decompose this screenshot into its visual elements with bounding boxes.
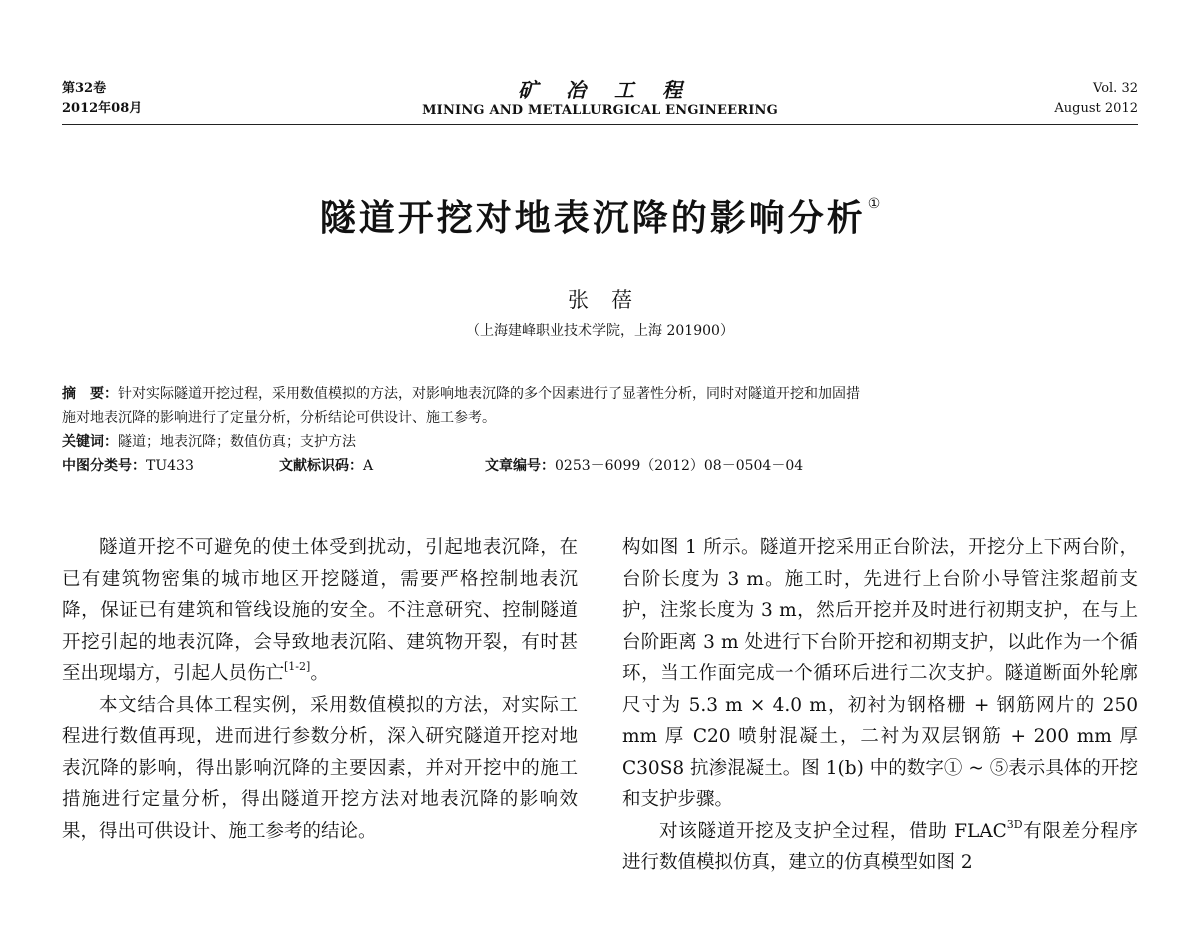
article-title-text: 隧道开挖对地表沉降的影响分析: [319, 198, 866, 239]
clc-label: 中图分类号：: [62, 458, 146, 474]
keywords: [62, 430, 1138, 454]
volume-cn: 第32卷: [62, 81, 107, 96]
simulation-paragraph-b: 有限差分程序进行数值模拟仿真，建立的仿真模型如图 2: [622, 820, 1138, 873]
right-column: [622, 532, 1138, 879]
citation-1-2: [1-2]: [284, 660, 311, 673]
left-column: [62, 532, 578, 847]
journal-title-en: MINING AND METALLURGICAL ENGINEERING: [422, 103, 778, 118]
flac-3d-superscript: 3D: [1006, 817, 1023, 831]
author-name: 张蓓: [568, 288, 654, 312]
intro-paragraph-1-end: 。: [310, 663, 329, 684]
journal-title-cn: 矿冶工程: [518, 78, 710, 102]
article-no-label: 文章编号：: [485, 458, 555, 474]
volume-en: Vol. 32: [1093, 81, 1138, 96]
intro-paragraph-1-text: 隧道开挖不可避免的使土体受到扰动，引起地表沉降，在已有建筑物密集的城市地区开挖隧道，需要严格控制地表沉降，保证已有建筑和管线设施的安全。不注意研究、控制隧道开挖引起的地表沉降，会导致地表沉陷、建筑物开裂，有时甚至出现塌方，引起人员伤亡: [62, 537, 578, 684]
simulation-paragraph-a: 对该隧道开挖及支护全过程，借助 FLAC: [659, 820, 1007, 842]
simulation-paragraph: [622, 816, 1138, 879]
article-title: [62, 190, 1138, 241]
keywords-text: 隧道；地表沉降；数值仿真；支护方法: [118, 434, 356, 450]
doc-code-value: A: [363, 458, 374, 474]
intro-paragraph-2: 本文结合具体工程实例，采用数值模拟的方法，对实际工程进行数值再现，进而进行参数分析，深入研究隧道开挖对地表沉降的影响，得出影响沉降的主要因素，并对开挖中的施工措施进行定量分析，得出隧道开挖方法对地表沉降的影响效果，得出可供设计、施工参考的结论。: [62, 694, 578, 842]
date-cn: 2012年08月: [62, 101, 143, 116]
title-footnote-mark: ①: [867, 196, 881, 212]
author-affiliation: （上海建峰职业技术学院，上海 201900）: [466, 323, 734, 339]
date-en: August 2012: [1054, 101, 1138, 116]
keywords-label: 关键词：: [62, 434, 118, 450]
clc-value: TU433: [146, 458, 194, 474]
header-rule: [62, 124, 1138, 125]
abstract-label: 摘 要：: [62, 386, 118, 402]
method-paragraph: 构如图 1 所示。隧道开挖采用正台阶法，开挖分上下两台阶，台阶长度为 3 m。施工时，先进行上台阶小导管注浆超前支护，注浆长度为 3 m，然后开挖并及时进行初期支护，在与上台阶距离 3 m 处进行下台阶开挖和初期支护，以此作为一个循环，当工作面完成一个循环后进行二次支护。隧道断面外轮廓尺寸为 5.3 m × 4.0 m，初衬为钢格栅 + 钢筋网片的 250 mm 厚 C20 喷射混凝土，二衬为双层钢筋 + 200 mm 厚 C30S8 抗渗混凝土。图 1(b) 中的数字① ~ ⑤表示具体的开挖和支护步骤。: [622, 537, 1138, 810]
doc-code-label: 文献标识码：: [279, 458, 363, 474]
classification-row: [62, 454, 1138, 478]
abstract: [62, 382, 1138, 478]
intro-paragraph-1: [62, 532, 578, 690]
abstract-line-2: 施对地表沉降的影响进行了定量分析，分析结论可供设计、施工参考。: [62, 410, 496, 426]
abstract-line-1: 针对实际隧道开挖过程，采用数值模拟的方法，对影响地表沉降的多个因素进行了显著性分析，同时对隧道开挖和加固措: [118, 386, 860, 402]
article-no-value: 0253－6099（2012）08－0504－04: [555, 458, 804, 474]
